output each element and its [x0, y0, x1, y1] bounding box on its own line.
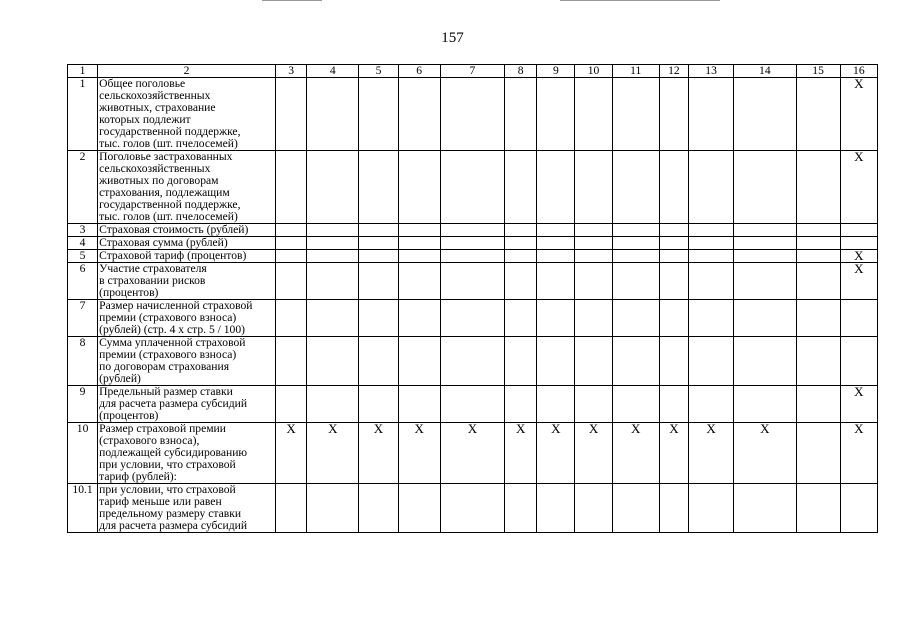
data-cell	[796, 151, 840, 224]
data-cell	[359, 337, 398, 386]
data-cell	[612, 337, 659, 386]
column-number: 3	[276, 65, 307, 78]
data-cell	[398, 484, 440, 533]
column-number: 2	[98, 65, 276, 78]
data-cell	[659, 151, 688, 224]
data-cell	[840, 484, 877, 533]
data-cell	[659, 337, 688, 386]
data-cell	[398, 386, 440, 423]
data-cell	[612, 78, 659, 151]
column-number: 8	[505, 65, 537, 78]
data-cell	[688, 250, 733, 263]
row-number: 7	[68, 300, 98, 337]
row-label: Страховая сумма (рублей)	[98, 237, 276, 250]
data-cell	[537, 78, 575, 151]
data-cell	[612, 386, 659, 423]
row-label: при условии, что страховой тариф меньше или равен предельному размеру ставки для расчета размера субсидий	[98, 484, 276, 533]
row-number: 10	[68, 423, 98, 484]
row-number: 3	[68, 224, 98, 237]
data-cell	[734, 151, 796, 224]
not-applicable-mark: X	[840, 263, 877, 300]
not-applicable-mark: X	[537, 423, 575, 484]
not-applicable-mark: X	[307, 423, 359, 484]
data-cell	[575, 300, 612, 337]
row-number: 10.1	[68, 484, 98, 533]
data-cell	[505, 250, 537, 263]
data-cell	[359, 78, 398, 151]
table-row	[68, 386, 878, 423]
data-cell	[734, 263, 796, 300]
data-cell	[688, 386, 733, 423]
row-label: Сумма уплаченной страховой премии (страхового взноса) по договорам страхования (рублей)	[98, 337, 276, 386]
data-cell	[659, 78, 688, 151]
row-label: Страховой тариф (процентов)	[98, 250, 276, 263]
column-number: 1	[68, 65, 98, 78]
data-cell	[440, 386, 504, 423]
column-number: 14	[734, 65, 796, 78]
data-cell	[276, 386, 307, 423]
data-cell	[398, 263, 440, 300]
column-number: 5	[359, 65, 398, 78]
data-cell	[840, 224, 877, 237]
data-cell	[612, 237, 659, 250]
data-cell	[276, 300, 307, 337]
data-cell	[537, 484, 575, 533]
data-cell	[440, 337, 504, 386]
data-cell	[537, 386, 575, 423]
data-cell	[359, 250, 398, 263]
data-cell	[575, 386, 612, 423]
data-cell	[307, 263, 359, 300]
table-row	[68, 151, 878, 224]
column-number: 9	[537, 65, 575, 78]
data-cell	[505, 237, 537, 250]
data-cell	[537, 224, 575, 237]
data-cell	[307, 484, 359, 533]
not-applicable-mark: X	[612, 423, 659, 484]
data-cell	[688, 237, 733, 250]
not-applicable-mark: X	[575, 423, 612, 484]
data-cell	[537, 263, 575, 300]
data-cell	[734, 78, 796, 151]
table-row	[68, 250, 878, 263]
table-row	[68, 337, 878, 386]
data-cell	[734, 484, 796, 533]
data-cell	[276, 151, 307, 224]
data-cell	[505, 224, 537, 237]
data-cell	[612, 151, 659, 224]
data-cell	[796, 224, 840, 237]
data-cell	[505, 151, 537, 224]
data-cell	[276, 250, 307, 263]
not-applicable-mark: X	[734, 423, 796, 484]
data-cell	[276, 484, 307, 533]
data-cell	[734, 300, 796, 337]
data-cell	[796, 263, 840, 300]
data-cell	[659, 263, 688, 300]
data-cell	[359, 237, 398, 250]
data-cell	[659, 250, 688, 263]
data-cell	[734, 386, 796, 423]
data-cell	[612, 484, 659, 533]
data-cell	[307, 250, 359, 263]
data-cell	[307, 78, 359, 151]
not-applicable-mark: X	[398, 423, 440, 484]
data-cell	[307, 386, 359, 423]
column-number: 6	[398, 65, 440, 78]
data-cell	[612, 224, 659, 237]
data-cell	[505, 386, 537, 423]
data-cell	[688, 484, 733, 533]
data-cell	[575, 337, 612, 386]
data-cell	[440, 151, 504, 224]
data-cell	[659, 237, 688, 250]
not-applicable-mark: X	[276, 423, 307, 484]
data-cell	[537, 237, 575, 250]
not-applicable-mark: X	[840, 386, 877, 423]
data-cell	[440, 250, 504, 263]
data-cell	[440, 300, 504, 337]
data-cell	[307, 224, 359, 237]
not-applicable-mark: X	[840, 423, 877, 484]
data-cell	[505, 337, 537, 386]
column-number: 4	[307, 65, 359, 78]
data-cell	[612, 263, 659, 300]
data-cell	[734, 250, 796, 263]
row-label: Страховая стоимость (рублей)	[98, 224, 276, 237]
data-cell	[440, 237, 504, 250]
row-label: Общее поголовье сельскохозяйственных животных, страхование которых подлежит государственной поддержке, тыс. голов (шт. пчелосемей)	[98, 78, 276, 151]
row-label: Размер начисленной страховой премии (страхового взноса) (рублей) (стр. 4 х стр. 5 / 100)	[98, 300, 276, 337]
data-cell	[659, 386, 688, 423]
data-cell	[359, 224, 398, 237]
data-cell	[612, 250, 659, 263]
data-cell	[276, 224, 307, 237]
data-cell	[840, 300, 877, 337]
row-number: 2	[68, 151, 98, 224]
table-row	[68, 263, 878, 300]
not-applicable-mark: X	[688, 423, 733, 484]
data-cell	[398, 237, 440, 250]
data-cell	[359, 151, 398, 224]
subsidy-form-table	[67, 64, 878, 533]
data-cell	[307, 337, 359, 386]
data-cell	[796, 237, 840, 250]
data-cell	[840, 237, 877, 250]
row-number: 9	[68, 386, 98, 423]
data-cell	[276, 78, 307, 151]
data-cell	[688, 263, 733, 300]
data-cell	[688, 300, 733, 337]
data-cell	[575, 151, 612, 224]
data-cell	[307, 300, 359, 337]
data-cell	[505, 484, 537, 533]
data-cell	[440, 78, 504, 151]
data-cell	[505, 300, 537, 337]
column-number: 16	[840, 65, 877, 78]
row-number: 6	[68, 263, 98, 300]
not-applicable-mark: X	[359, 423, 398, 484]
data-cell	[505, 263, 537, 300]
row-label: Предельный размер ставки для расчета размера субсидий (процентов)	[98, 386, 276, 423]
data-cell	[575, 250, 612, 263]
page-number: 157	[441, 30, 464, 46]
data-cell	[359, 300, 398, 337]
data-cell	[796, 337, 840, 386]
table-row	[68, 300, 878, 337]
top-rule-left	[262, 0, 322, 1]
row-label: Участие страхователя в страховании рисков (процентов)	[98, 263, 276, 300]
data-cell	[276, 263, 307, 300]
data-cell	[796, 484, 840, 533]
table-row	[68, 484, 878, 533]
data-cell	[359, 484, 398, 533]
data-cell	[276, 337, 307, 386]
table-row	[68, 78, 878, 151]
row-number: 5	[68, 250, 98, 263]
data-cell	[734, 224, 796, 237]
top-rule-right	[560, 0, 720, 1]
data-cell	[796, 250, 840, 263]
data-cell	[659, 300, 688, 337]
data-cell	[575, 237, 612, 250]
row-number: 4	[68, 237, 98, 250]
not-applicable-mark: X	[440, 423, 504, 484]
data-cell	[796, 423, 840, 484]
data-cell	[659, 224, 688, 237]
column-number-row	[68, 65, 878, 78]
data-cell	[688, 224, 733, 237]
data-cell	[734, 237, 796, 250]
data-cell	[359, 386, 398, 423]
data-cell	[734, 337, 796, 386]
data-cell	[796, 78, 840, 151]
data-cell	[398, 224, 440, 237]
data-cell	[537, 151, 575, 224]
data-cell	[575, 263, 612, 300]
data-cell	[440, 263, 504, 300]
data-cell	[398, 337, 440, 386]
data-cell	[307, 151, 359, 224]
data-cell	[276, 237, 307, 250]
table-row	[68, 237, 878, 250]
not-applicable-mark: X	[840, 250, 877, 263]
data-cell	[359, 263, 398, 300]
row-number: 1	[68, 78, 98, 151]
column-number: 15	[796, 65, 840, 78]
data-cell	[307, 237, 359, 250]
data-cell	[688, 337, 733, 386]
not-applicable-mark: X	[840, 78, 877, 151]
data-cell	[796, 300, 840, 337]
data-cell	[398, 151, 440, 224]
data-cell	[440, 224, 504, 237]
data-cell	[688, 78, 733, 151]
column-number: 13	[688, 65, 733, 78]
data-cell	[537, 300, 575, 337]
data-cell	[840, 337, 877, 386]
data-cell	[398, 250, 440, 263]
row-number: 8	[68, 337, 98, 386]
data-cell	[796, 386, 840, 423]
column-number: 11	[612, 65, 659, 78]
column-number: 7	[440, 65, 504, 78]
not-applicable-mark: X	[840, 151, 877, 224]
data-cell	[575, 78, 612, 151]
data-cell	[505, 78, 537, 151]
data-cell	[575, 224, 612, 237]
column-number: 12	[659, 65, 688, 78]
data-cell	[688, 151, 733, 224]
row-label: Размер страховой премии (страхового взноса), подлежащей субсидированию при условии, что страховой тариф (рублей):	[98, 423, 276, 484]
data-cell	[398, 78, 440, 151]
column-number: 10	[575, 65, 612, 78]
data-cell	[659, 484, 688, 533]
data-cell	[612, 300, 659, 337]
not-applicable-mark: X	[505, 423, 537, 484]
table-row	[68, 423, 878, 484]
data-cell	[537, 337, 575, 386]
data-cell	[440, 484, 504, 533]
not-applicable-mark: X	[659, 423, 688, 484]
row-label: Поголовье застрахованных сельскохозяйственных животных по договорам страхования, подлежащим государственной поддержке, тыс. голов (шт. пчелосемей)	[98, 151, 276, 224]
data-cell	[398, 300, 440, 337]
table-row	[68, 224, 878, 237]
data-cell	[537, 250, 575, 263]
data-cell	[575, 484, 612, 533]
